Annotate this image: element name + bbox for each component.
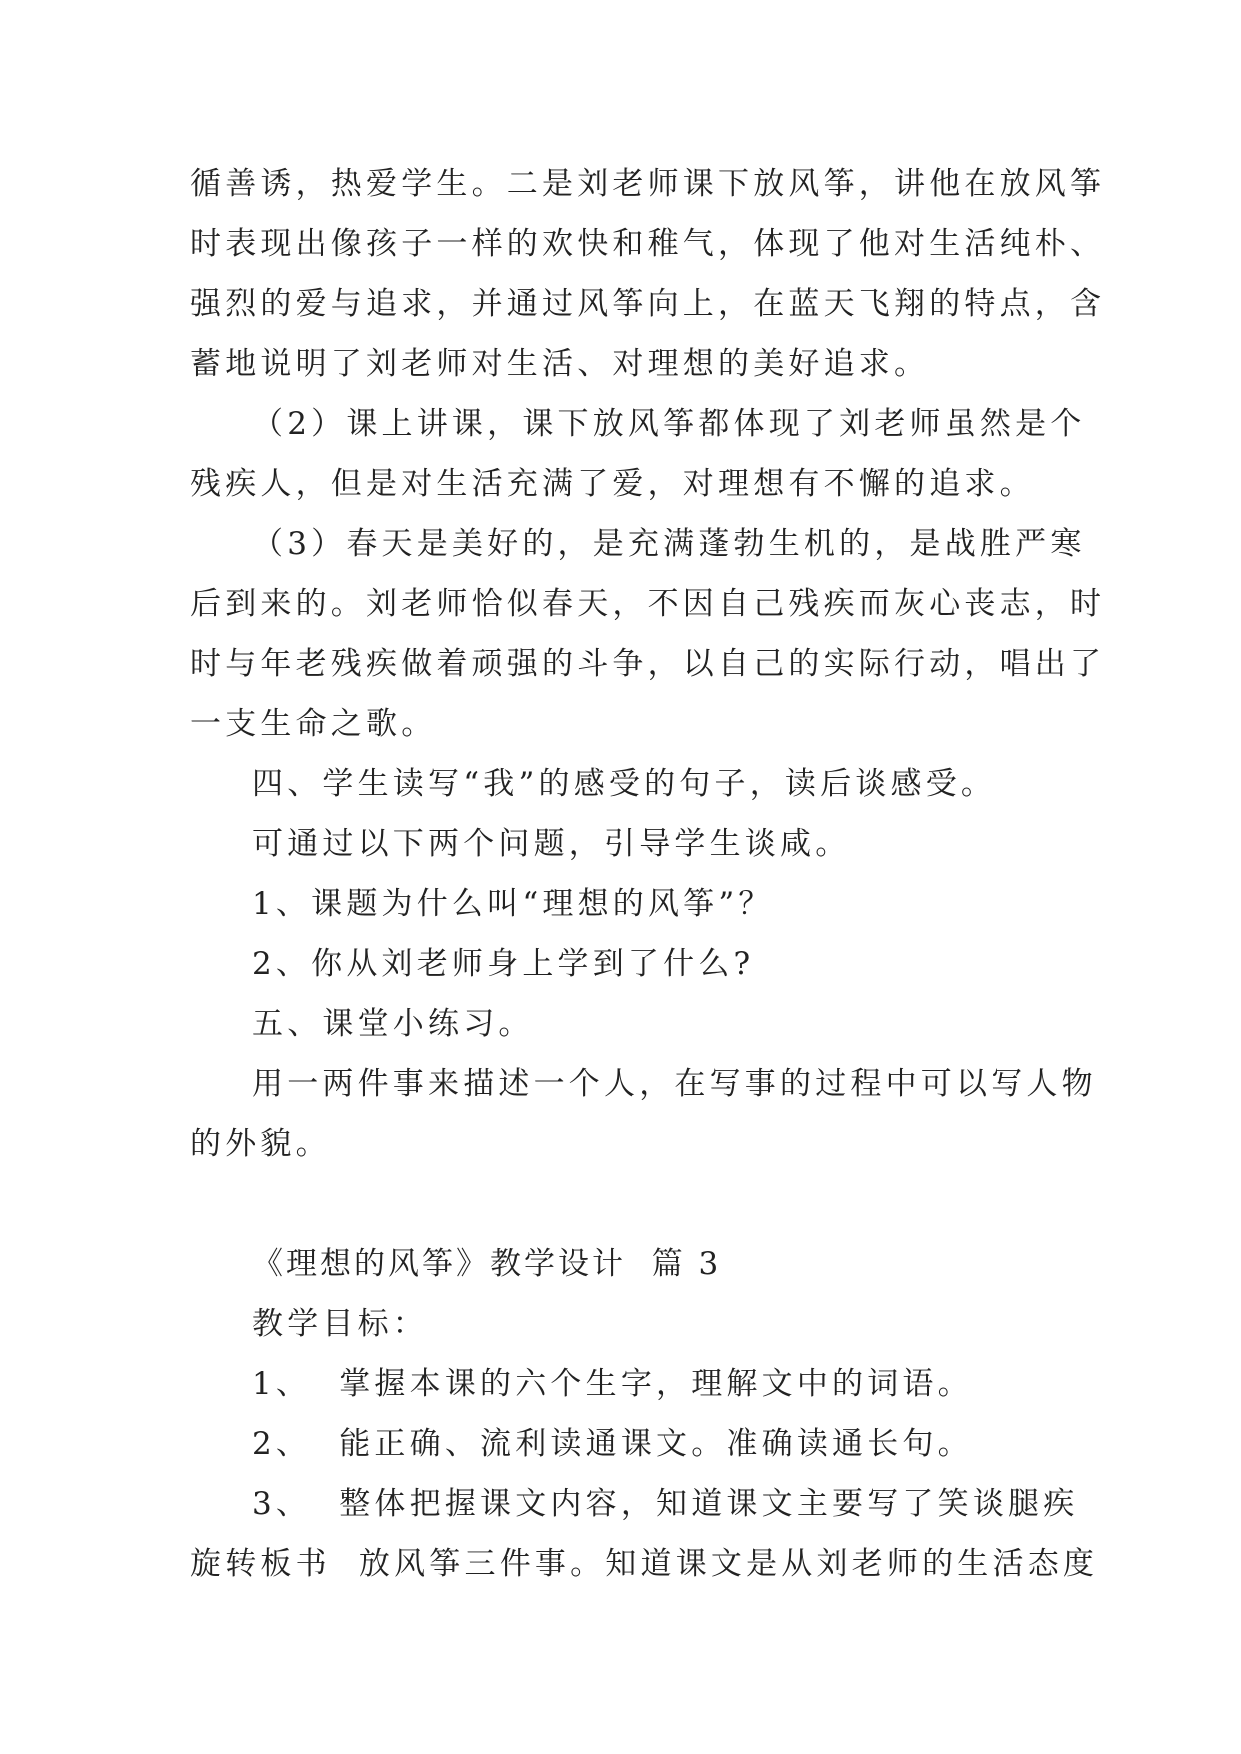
text-line: 3、 整体把握课文内容，知道课文主要写了笑谈腿疾: [252, 1486, 1079, 1522]
text-line: 旋转板书 放风筝三件事。知道课文是从刘老师的生活态度: [190, 1546, 1099, 1582]
text-line: 2、你从刘老师身上学到了什么?: [252, 946, 755, 982]
text-line: 五、课堂小练习。: [252, 1006, 534, 1042]
text-line: 残疾人，但是对生活充满了爱，对理想有不懈的追求。: [190, 466, 1035, 502]
text-line: 的外貌。: [190, 1126, 331, 1162]
text-line: 时与年老残疾做着顽强的斗争，以自己的实际行动，唱出了: [190, 646, 1106, 682]
text-line: 一支生命之歌。: [190, 706, 437, 742]
text-line: 1、 掌握本课的六个生字，理解文中的词语。: [252, 1366, 973, 1402]
section-heading: 《理想的风筝》教学设计 篇 3: [252, 1246, 722, 1282]
text-line: 后到来的。刘老师恰似春天，不因自己残疾而灰心丧志，时: [190, 586, 1106, 622]
text-line: （2）课上讲课，课下放风筝都体现了刘老师虽然是个: [252, 406, 1086, 442]
text-line: 可通过以下两个问题，引导学生谈咸。: [252, 826, 851, 862]
text-line: 蓄地说明了刘老师对生活、对理想的美好追求。: [190, 346, 930, 382]
text-line: 2、 能正确、流利读通课文。准确读通长句。: [252, 1426, 973, 1462]
text-line: 1、课题为什么叫“理想的风筝”？: [252, 886, 774, 922]
text-line: 教学目标：: [252, 1306, 428, 1342]
text-line: 强烈的爱与追求，并通过风筝向上，在蓝天飞翔的特点，含: [190, 286, 1106, 322]
text-line: （3）春天是美好的，是充满蓬勃生机的，是战胜严寒: [252, 526, 1086, 562]
text-line: 时表现出像孩子一样的欢快和稚气，体现了他对生活纯朴、: [190, 226, 1106, 262]
text-line: 用一两件事来描述一个人，在写事的过程中可以写人物: [252, 1066, 1097, 1102]
text-line: 四、学生读写“我”的感受的句子，读后谈感受。: [252, 766, 997, 802]
text-line: 循善诱，热爱学生。二是刘老师课下放风筝，讲他在放风筝: [190, 166, 1106, 202]
